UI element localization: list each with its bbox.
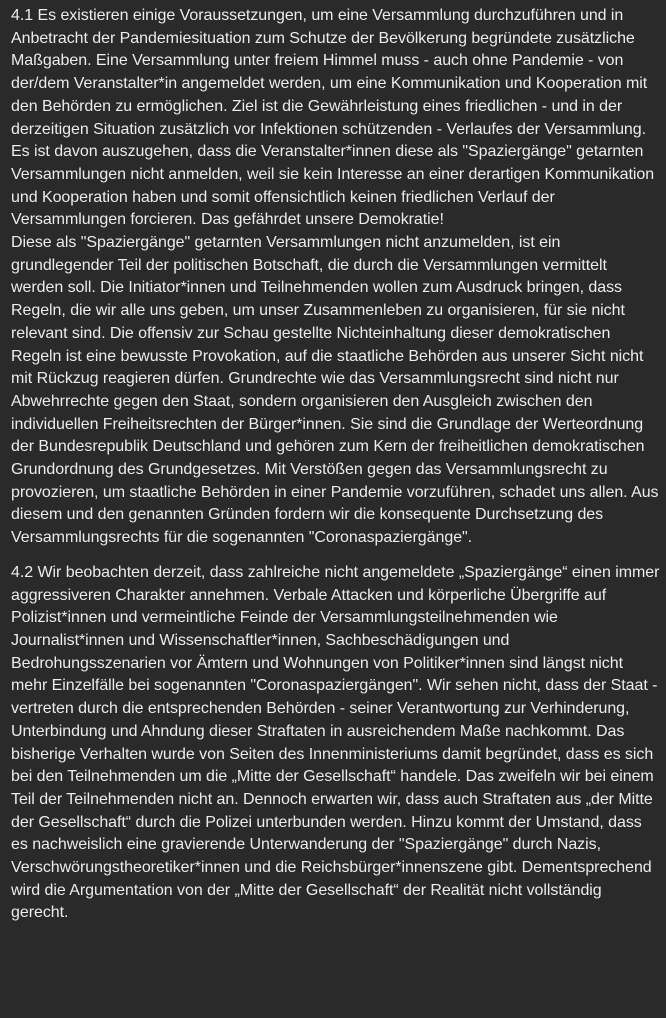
section-4-1 — [11, 5, 661, 550]
section-4-2 — [11, 562, 661, 925]
paragraph-4-1-continued: Diese als "Spaziergänge" getarnten Versammlungen nicht anzumelden, ist ein grundlegender Teil der politischen Botschaft, die durch die Versammlungen vermittelt werden soll. Die Initiator*innen und Teilnehmenden wollen zum Ausdruck bringen, dass Regeln, die wir alle uns geben, um unser Zusammenleben zu organisieren, für sie nicht relevant sind. Die offensiv zur Schau gestellte Nichteinhaltung dieser demokratischen Regeln ist eine bewusste Provokation, auf die staatliche Behörden aus unserer Sicht nicht mit Rückzug reagieren dürfen. Grundrechte wie das Versammlungsrecht sind nicht nur Abwehrrechte gegen den Staat, sondern organisieren den Ausgleich zwischen den individuellen Freiheitsrechten der Bürger*innen. Sie sind die Grundlage der Werteordnung der Bundesrepublik Deutschland und gehören zum Kern der freiheitlichen demokratischen Grundordnung des Grundgesetzes. Mit Verstößen gegen das Versammlungsrecht zu provozieren, um staatliche Behörden in einer Pandemie vorzuführen, schadet uns allen. Aus diesem und den genannten Gründen fordern wir die konsequente Durchsetzung des Versammlungsrechts für die sogenannten "Coronaspaziergänge". — [11, 234, 659, 547]
paragraph-4-2: 4.2 Wir beobachten derzeit, dass zahlreiche nicht angemeldete „Spaziergänge“ einen immer aggressiveren Charakter annehmen. Verbale Attacken und körperliche Übergriffe auf Polizist*innen und vermeintliche Feinde der Versammlungsteilnehmenden wie Journalist*innen und Wissenschaftler*innen, Sachbeschädigungen und Bedrohungsszenarien vor Ämtern und Wohnungen von Politiker*innen sind längst nicht mehr Einzelfälle bei sogenannten "Coronaspaziergängen". Wir sehen nicht, dass der Staat - vertreten durch die entsprechenden Behörden - seiner Verantwortung zur Verhinderung, Unterbindung und Ahndung dieser Straftaten in ausreichendem Maße nachkommt. Das bisherige Verhalten wurde von Seiten des Innenministeriums damit begründet, dass es sich bei den Teilnehmenden um die „Mitte der Gesellschaft“ handele. Das zweifeln wir bei einem Teil der Teilnehmenden nicht an. Dennoch erwarten wir, dass auch Straftaten aus „der Mitte der Gesellschaft“ durch die Polizei unterbunden werden. Hinzu kommt der Umstand, dass es nachweislich eine gravierende Unterwanderung der "Spaziergänge" durch Nazis, Verschwörungstheoretiker*innen und die Reichsbürger*innenszene gibt. Dementsprechend wird die Argumentation von der „Mitte der Gesellschaft“ der Realität nicht vollständig gerecht. — [11, 563, 660, 922]
paragraph-4-1-intro: 4.1 Es existieren einige Voraussetzungen, um eine Versammlung durchzuführen und in Anbetracht der Pandemiesituation zum Schutze der Bevölkerung begründete zusätzliche Maßgaben. Eine Versammlung unter freiem Himmel muss - auch ohne Pandemie - von der/dem Veranstalter*in angemeldet werden, um eine Kommunikation und Kooperation mit den Behörden zu ermöglichen. Ziel ist die Gewährleistung eines friedlichen - und in der derzeitigen Situation zusätzlich vor Infektionen schützenden - Verlaufes der Versammlung. Es ist davon auszugehen, dass die Veranstalter*innen diese als "Spaziergänge" getarnten Versammlungen nicht anmelden, weil sie kein Interesse an einer derartigen Kommunikation und Kooperation haben und somit offensichtlich keinen friedlichen Verlauf der Versammlungen forcieren. Das gefährdet unsere Demokratie! — [11, 7, 655, 229]
